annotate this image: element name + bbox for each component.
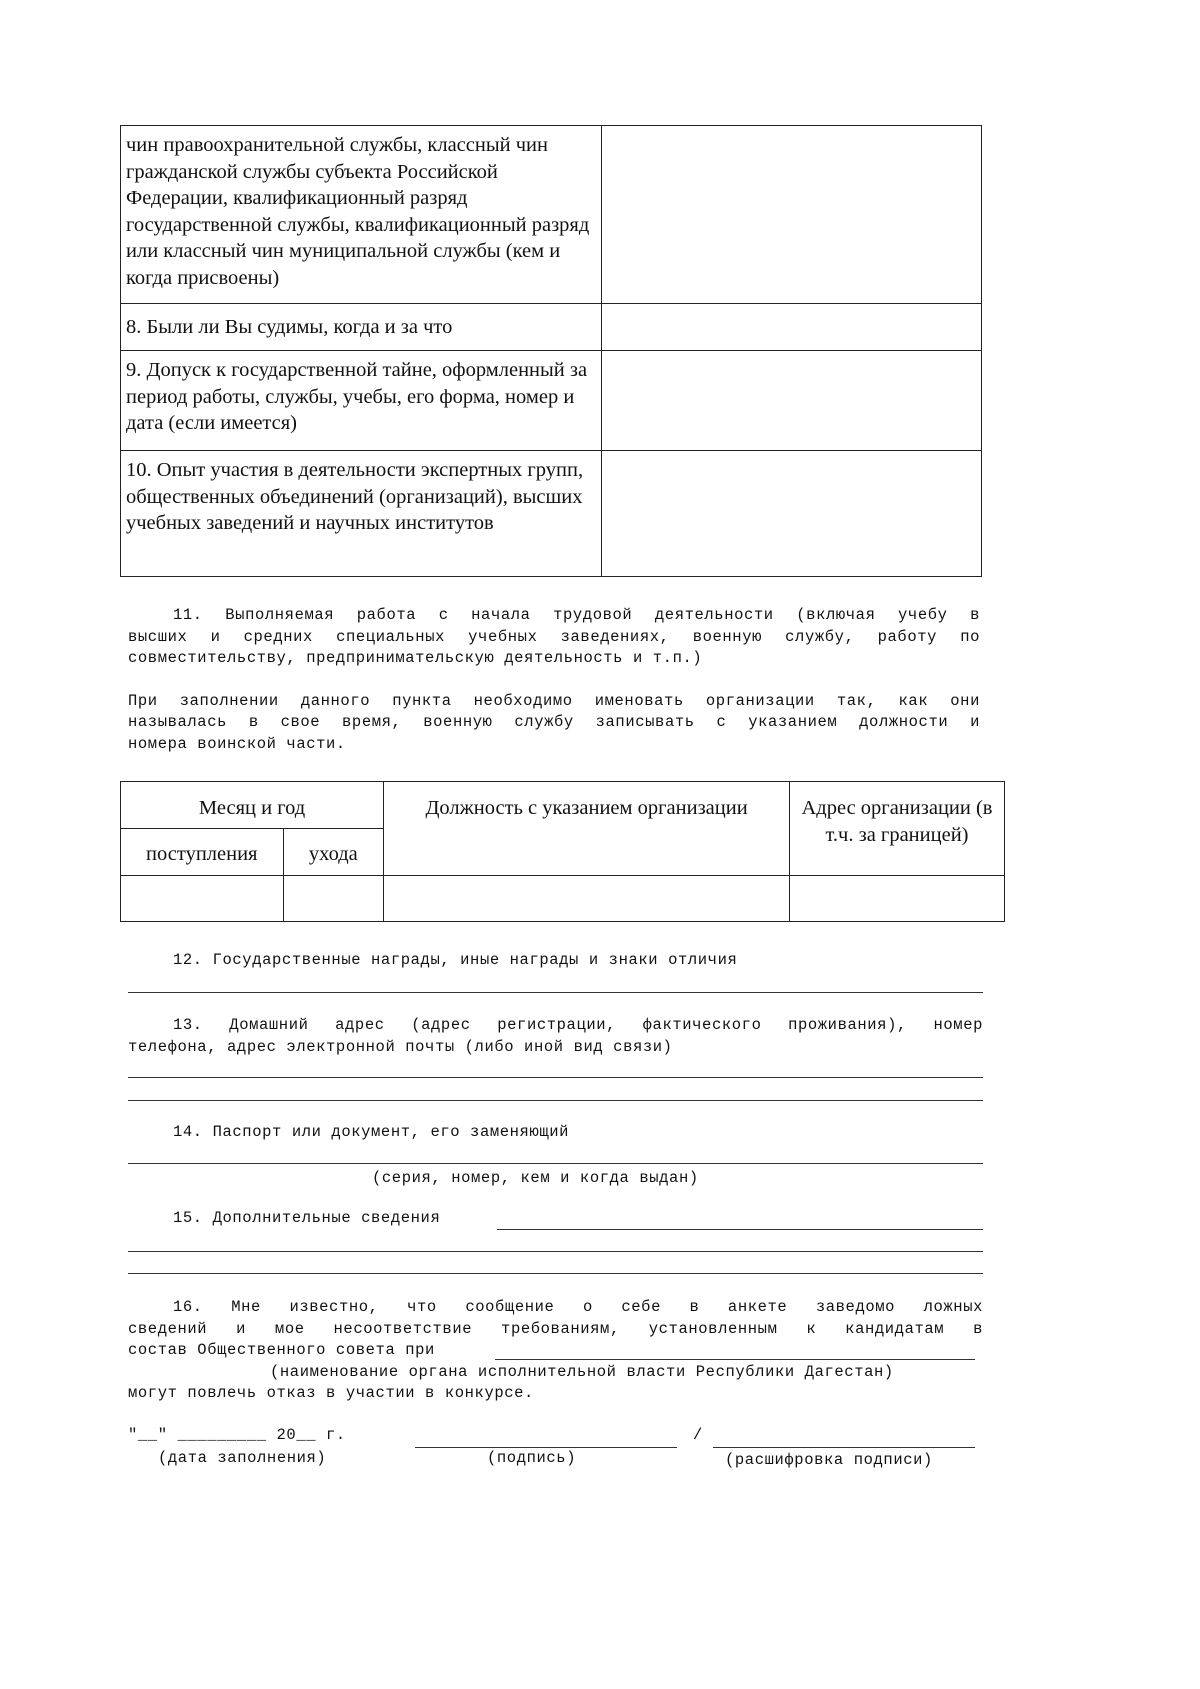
- questionnaire-table: [120, 125, 982, 577]
- slash-separator: /: [693, 1426, 703, 1444]
- item-15-label: 15. Дополнительные сведения: [173, 1209, 441, 1227]
- position-field[interactable]: [384, 876, 790, 922]
- signature-decode-field[interactable]: [713, 1447, 975, 1448]
- text-line: 16. Мне известно, что сообщение о себе в анкете заведомо ложных: [173, 1298, 983, 1316]
- item-11-text: [128, 605, 980, 755]
- item-13-text: [128, 1015, 983, 1058]
- address-field[interactable]: [790, 876, 1005, 922]
- passport-field[interactable]: [128, 1163, 983, 1164]
- text-line: высших и средних специальных учебных заведениях, военную службу, работу по: [128, 627, 980, 646]
- work-history-table: [120, 781, 1005, 922]
- text-line: сведений и мое несоответствие требованиям, установленным к кандидатам в: [128, 1319, 983, 1338]
- question-cell: 10. Опыт участия в деятельности экспертных групп, общественных объединений (организаций), высших учебных заведений и научных институтов: [121, 451, 602, 577]
- month-year-header: Месяц и год: [121, 782, 384, 829]
- text-line: 13. Домашний адрес (адрес регистрации, фактического проживания), номер: [173, 1016, 983, 1034]
- text-line: совместительству, предпринимательскую деятельность и т.п.): [128, 649, 703, 667]
- additional-info-line-3[interactable]: [128, 1273, 983, 1274]
- text-line: номера воинской части.: [128, 734, 346, 753]
- text-line: могут повлечь отказ в участии в конкурсе.: [128, 1384, 534, 1402]
- end-date-field[interactable]: [283, 876, 384, 922]
- awards-field[interactable]: [128, 992, 983, 993]
- address-line-1[interactable]: [128, 1077, 983, 1078]
- start-header: поступления: [121, 829, 284, 876]
- question-cell: 9. Допуск к государственной тайне, оформленный за период работы, службы, учебы, его форма, номер и дата (если имеется): [121, 351, 602, 451]
- date-field[interactable]: "__" _________ 20__ г.: [128, 1426, 346, 1444]
- additional-info-line-2[interactable]: [128, 1251, 983, 1252]
- answer-field[interactable]: [602, 351, 982, 451]
- passport-caption: (серия, номер, кем и когда выдан): [372, 1169, 699, 1187]
- start-date-field[interactable]: [121, 876, 284, 922]
- text-line: телефона, адрес электронной почты (либо иной вид связи): [128, 1037, 673, 1056]
- item-14-label: 14. Паспорт или документ, его заменяющий: [173, 1123, 570, 1141]
- item-16-text: [128, 1297, 983, 1405]
- item-12-label: 12. Государственные награды, иные награды и знаки отличия: [173, 951, 738, 969]
- text-line: называлась в свое время, военную службу записывать с указанием должности и: [128, 713, 980, 731]
- signature-caption: (подпись): [487, 1449, 577, 1467]
- text-line: При заполнении данного пункта необходимо именовать организации так, как они: [128, 691, 980, 710]
- address-line-2[interactable]: [128, 1100, 983, 1101]
- end-header: ухода: [283, 829, 384, 876]
- answer-field[interactable]: [602, 451, 982, 577]
- authority-caption: (наименование органа исполнительной власти Республики Дагестан): [270, 1362, 894, 1381]
- question-cell: чин правоохранительной службы, классный чин гражданской службы субъекта Российской Федерации, квалификационный разряд государственной службы, квалификационный разряд или классный чин муниципальной службы (кем и когда присвоены): [121, 126, 602, 304]
- answer-field[interactable]: [602, 126, 982, 304]
- authority-name-field[interactable]: [495, 1359, 975, 1360]
- additional-info-line-1[interactable]: [497, 1229, 983, 1230]
- text-line: 11. Выполняемая работа с начала трудовой деятельности (включая учебу в: [173, 606, 980, 624]
- answer-field[interactable]: [602, 304, 982, 351]
- signature-decode-caption: (расшифровка подписи): [725, 1451, 933, 1469]
- position-header: Должность с указанием организации: [384, 782, 790, 876]
- text-line: состав Общественного совета при: [128, 1341, 435, 1359]
- address-header: Адрес организации (в т.ч. за границей): [790, 782, 1005, 876]
- question-cell: 8. Были ли Вы судимы, когда и за что: [121, 304, 602, 351]
- date-caption: (дата заполнения): [158, 1449, 327, 1467]
